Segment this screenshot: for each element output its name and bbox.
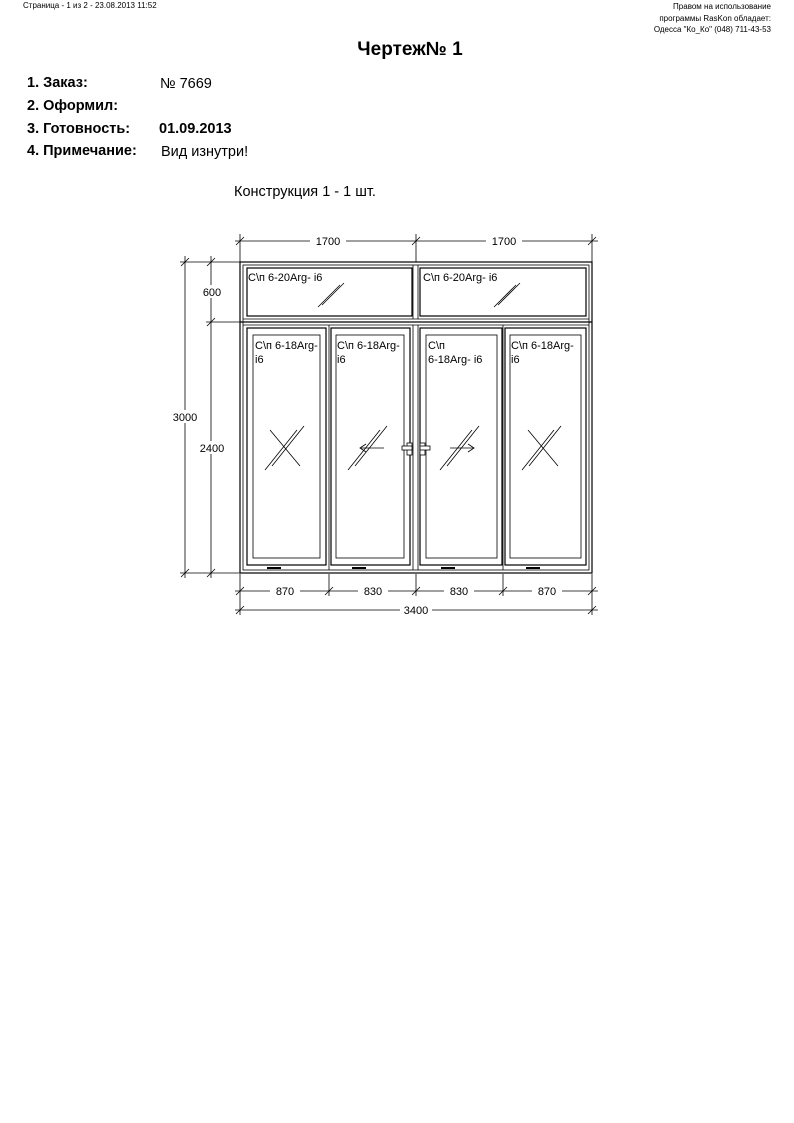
inner-frame [243,265,589,570]
field-note-value: Вид изнутри! [161,144,249,160]
glass-hatch [265,430,297,470]
panel-glass-label: С\п 6-18Arg- [337,340,400,352]
license-line-1: Правом на использование [673,2,771,11]
field-label: 4. Примечание: [27,143,137,159]
construction-caption: Конструкция 1 - 1 шт. [234,184,376,200]
glass-hatch [522,430,554,470]
drain-slot [441,567,455,569]
panel-glass-label: 6-18Arg- i6 [428,354,483,366]
panel-glass-label: i6 [337,354,346,366]
dim-top-2: 1700 [491,236,517,248]
dim-bottom-1: 870 [275,586,295,598]
handle [420,446,430,450]
glass-1 [253,335,320,558]
dim-door-height: 2400 [199,443,225,455]
field-label: 2. Оформил: [27,98,119,114]
license-line-2: программы RasKon обладает: [659,13,771,23]
field-label: 1. Заказ: [27,75,88,91]
drain-slot [526,567,540,569]
glass-hatch [270,430,300,466]
glass-hatch [348,430,380,470]
transom-glass-label-left: С\п 6-20Arg- i6 [248,272,323,284]
dim-top-1: 1700 [315,236,341,248]
dim-total-height: 3000 [172,412,198,424]
panel-glass-label: С\п 6-18Arg- [511,340,574,352]
glass-hatch [494,285,516,307]
transom-glass-label-right: С\п 6-20Arg- i6 [423,272,498,284]
panel-glass-label: С\п [428,340,445,352]
panel-glass-label: С\п 6-18Arg- [255,340,318,352]
glass-hatch [440,430,472,470]
panel-glass-label: i6 [511,354,520,366]
glass-hatch [318,285,340,307]
dim-total-width: 3400 [403,605,429,617]
page-info: Страница - 1 из 2 - 23.08.2013 11:52 [23,1,157,10]
license-line-3: Одесса "Ко_Ко" (048) 711-43-53 [653,25,771,34]
handle [402,446,412,450]
field-label: 3. Готовность: [27,121,131,137]
dim-bottom-4: 870 [537,586,557,598]
drain-slot [267,567,281,569]
field-order-value: № 7669 [160,76,212,92]
glass-hatch [272,426,304,466]
glass-4 [510,335,581,558]
glass-hatch [498,283,520,305]
drain-slot [352,567,366,569]
glass-2 [336,335,404,558]
glass-hatch [529,426,561,466]
page-title: Чертеж№ 1 [357,39,463,60]
outer-frame [240,262,592,573]
panel-glass-label: i6 [255,354,264,366]
dim-bottom-3: 830 [449,586,469,598]
glass-3 [426,335,497,558]
dim-transom-height: 600 [202,287,222,299]
glass-hatch [447,426,479,466]
glass-hatch [355,426,387,466]
dim-bottom-2: 830 [363,586,383,598]
field-ready-value: 01.09.2013 [159,121,232,137]
glass-hatch [322,283,344,305]
